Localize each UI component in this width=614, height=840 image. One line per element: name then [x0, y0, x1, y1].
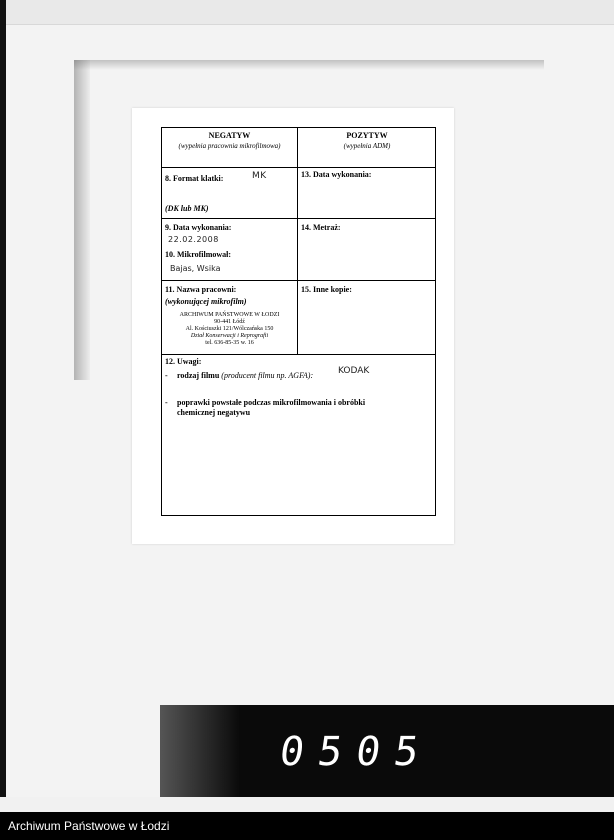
format-label: 8. Format klatki: — [165, 174, 224, 183]
stamp-line-1: ARCHIWUM PAŃSTWOWE W ŁODZI — [179, 312, 280, 318]
inne-kopie-label: 15. Inne kopie: — [301, 285, 352, 294]
data-wykonania-9-label: 9. Data wykonania: — [165, 223, 232, 232]
rodzaj-filmu-line — [177, 371, 313, 380]
data-wykonania-13-label: 13. Data wykonania: — [301, 170, 372, 179]
negatyw-title: NEGATYW — [208, 131, 251, 140]
stamp-line-4: Dział Konserwacji i Reprografii — [190, 332, 269, 339]
column-divider — [297, 128, 298, 354]
mikrofilmowal-label: 10. Mikrofilmował: — [165, 250, 232, 259]
frame-top-line — [6, 24, 614, 25]
bullet-1: - — [165, 371, 168, 380]
scan-shadow-top — [74, 60, 544, 70]
row-divider-3 — [162, 280, 435, 281]
microfilm-form-card — [132, 108, 454, 544]
stamp-line-5: tel. 636-85-35 w. 16 — [205, 339, 254, 346]
uwagi-label: 12. Uwagi: — [165, 357, 202, 366]
footer-bar — [0, 812, 614, 840]
row-divider-1 — [162, 167, 435, 168]
footer-archive-label: Archiwum Państwowe w Łodzi — [8, 819, 170, 833]
format-hint: (DK lub MK) — [165, 204, 209, 213]
bullet-2: - — [165, 398, 168, 407]
mikrofilmowal-value: Bajas, Wsika — [170, 264, 221, 273]
data-wykonania-9-value: 22.02.2008 — [168, 235, 219, 244]
stamp-line-2: 90-441 Łódź — [214, 318, 245, 325]
rodzaj-filmu-label: rodzaj filmu — [177, 371, 220, 380]
poprawki-line-2: chemicznej negatywu — [177, 408, 251, 417]
row-divider-2 — [162, 218, 435, 219]
form-grid — [161, 127, 436, 516]
row-divider-4 — [162, 354, 435, 355]
frame-top-bar — [6, 0, 614, 24]
film-strip-shade — [160, 705, 240, 797]
nazwa-pracowni-label: 11. Nazwa pracowni: — [165, 285, 237, 294]
frame-bottom-band — [0, 797, 614, 812]
scan-shadow-left — [74, 60, 90, 380]
metraz-label: 14. Metraż: — [301, 223, 341, 232]
pozytyw-title: POZYTYW — [346, 131, 388, 140]
frame-counter: 0505 — [276, 729, 436, 775]
film-strip — [160, 705, 614, 797]
stamp-line-3: Al. Kościuszki 121/Wólczańska 150 — [185, 325, 274, 332]
pozytyw-subtitle: (wypełnia ADM) — [343, 142, 391, 150]
format-value: MK — [252, 171, 267, 181]
rodzaj-filmu-hint: (producent filmu np. AGFA): — [221, 371, 314, 380]
negatyw-subtitle: (wypełnia pracownia mikrofilmowa) — [178, 142, 281, 150]
nazwa-pracowni-subtitle: (wykonującej mikrofilm) — [165, 297, 247, 306]
rodzaj-filmu-value: KODAK — [338, 366, 370, 376]
archive-stamp — [162, 312, 297, 346]
poprawki-line-1: poprawki powstałe podczas mikrofilmowania i obróbki — [177, 398, 366, 407]
